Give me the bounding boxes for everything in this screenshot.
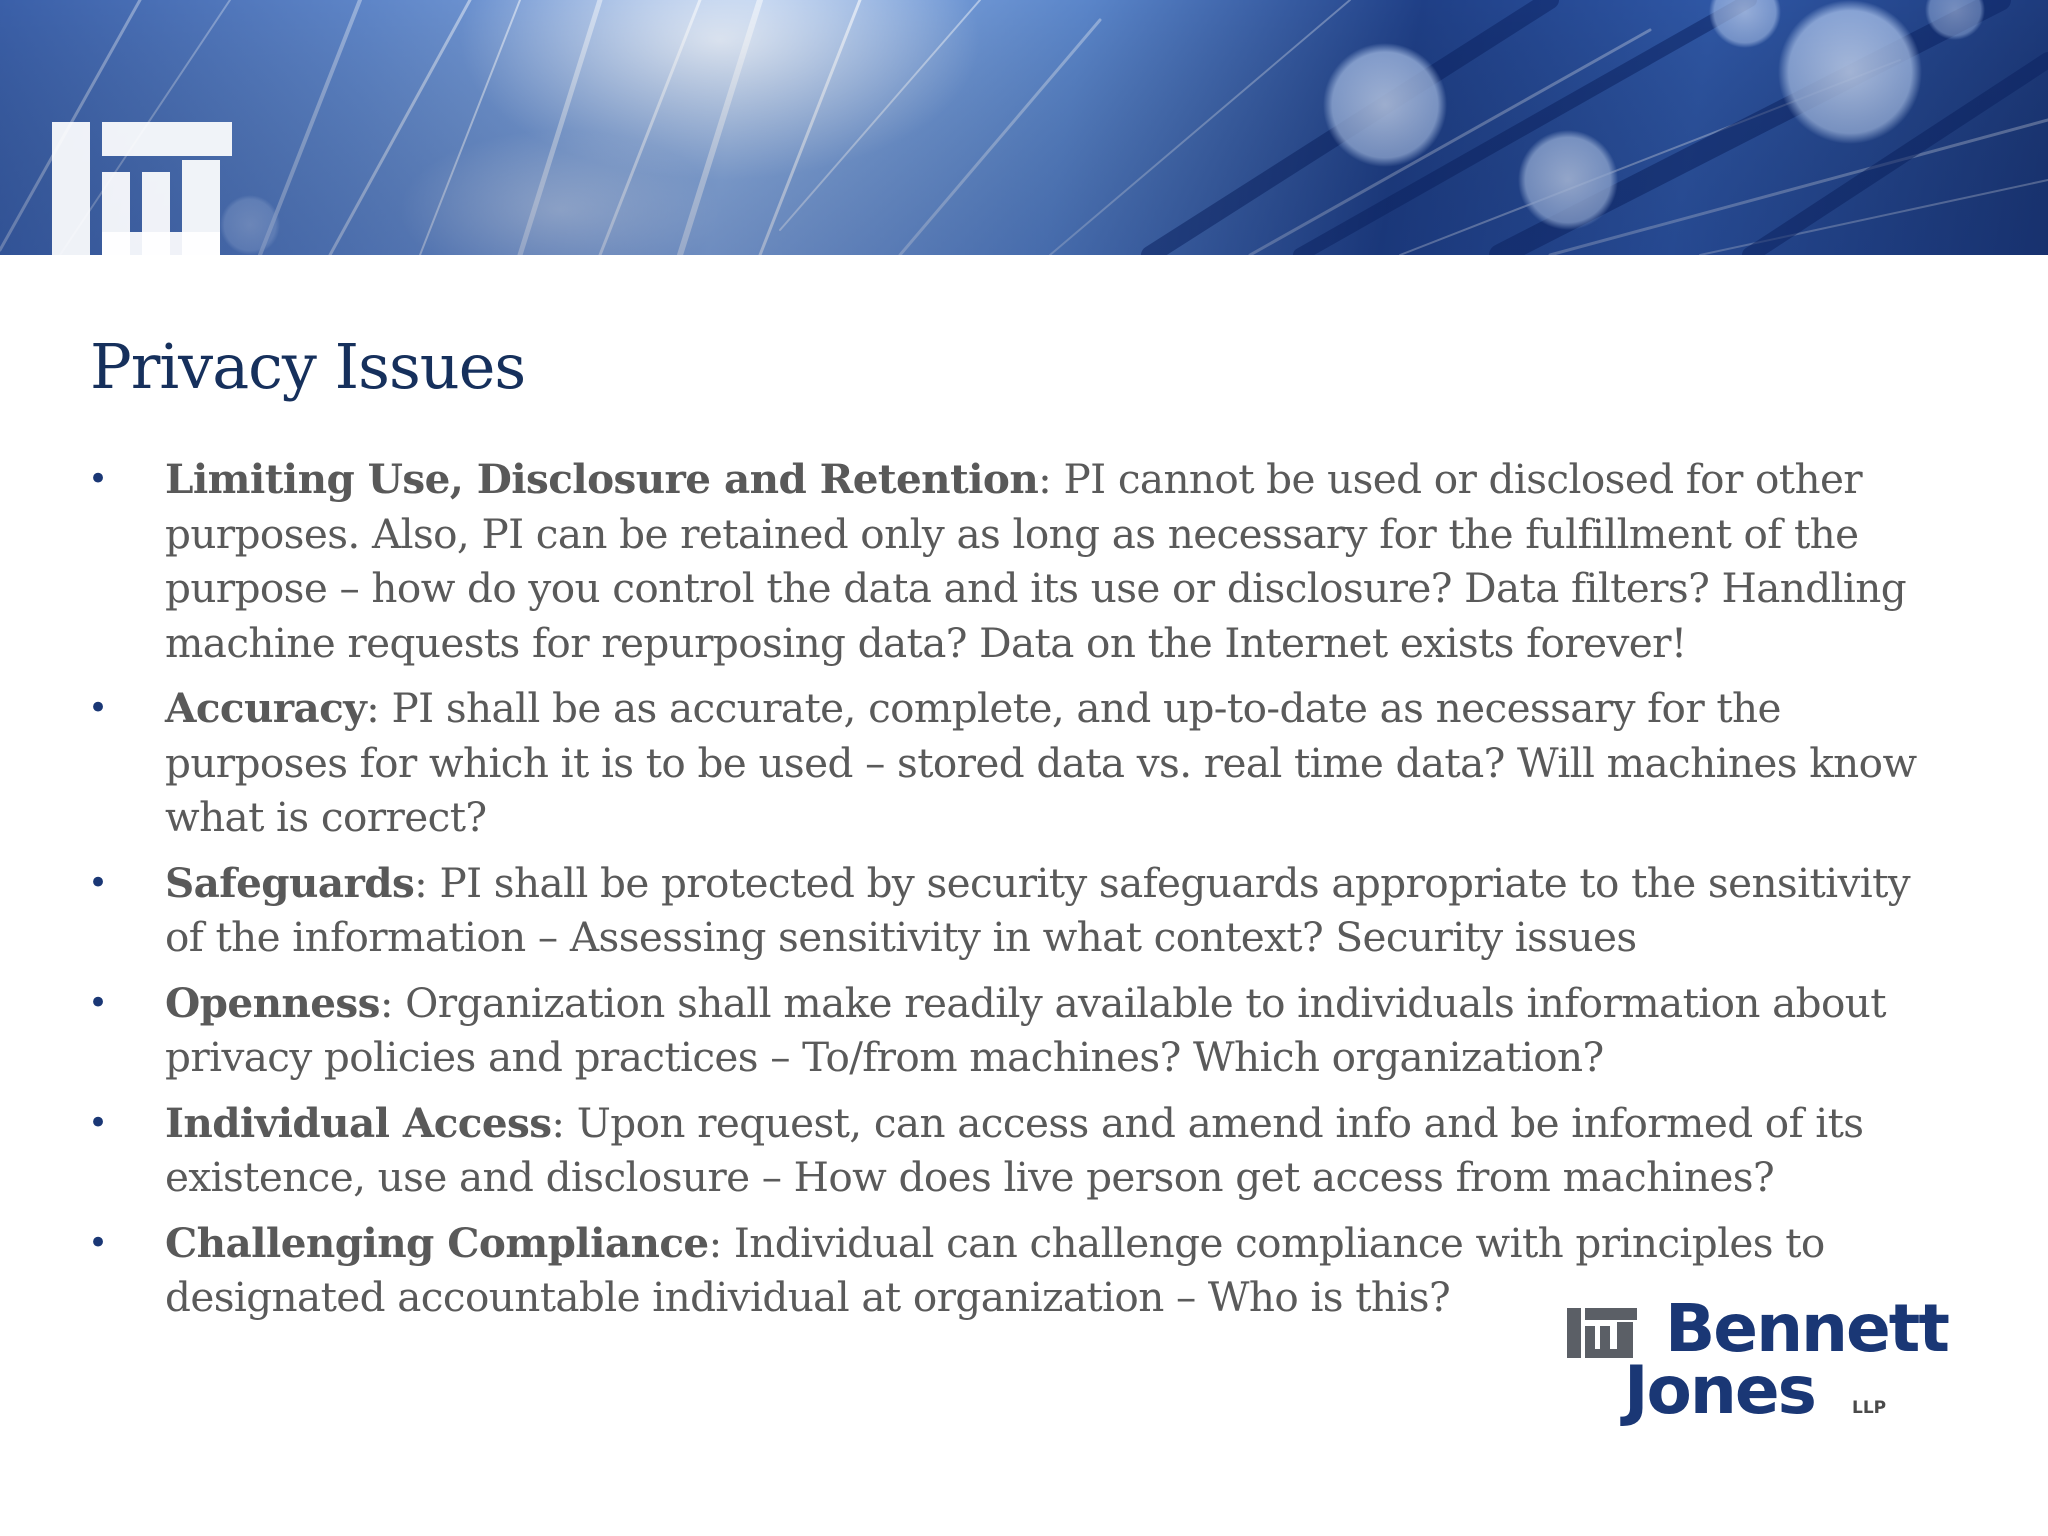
bullet-item-openness xyxy=(80,976,1960,1085)
bullet-text: : Organization shall make readily available to individuals information about privacy policies and practices – To/from machines? Which organization? xyxy=(165,978,1886,1081)
bullet-glyph: • xyxy=(88,688,108,728)
bennett-jones-mark-icon xyxy=(1565,1308,1665,1358)
bullet-term: Challenging Compliance xyxy=(165,1218,709,1267)
bullet-text: : PI shall be protected by security safeguards appropriate to the sensitivity of the information – Assessing sensitivity in what context? Security issues xyxy=(165,858,1911,961)
fiber-optic-banner-image xyxy=(0,0,2048,255)
logo-word-bennett: Bennett xyxy=(1665,1290,1948,1367)
slide-title: Privacy Issues xyxy=(90,330,526,403)
bullet-item-safeguards xyxy=(80,856,1960,965)
bullet-item-individual-access xyxy=(80,1096,1960,1205)
logo-suffix-llp: LLP xyxy=(1852,1398,1887,1418)
bullet-glyph: • xyxy=(88,459,108,499)
bullet-glyph: • xyxy=(88,1102,108,1143)
bennett-jones-mark-icon xyxy=(52,122,232,255)
bennett-jones-logo xyxy=(1565,1290,1965,1440)
bullet-glyph: • xyxy=(88,862,108,903)
bullet-text: : PI cannot be used or disclosed for other purposes. Also, PI can be retained only as long as necessary for the fulfillment of the purpose – how do you control the data and its use or disclosure? Data filters? Handling machine requests for repurposing data? Data on the Internet exists forever! xyxy=(165,455,1907,667)
bullet-term: Individual Access xyxy=(165,1098,552,1147)
bullet-term: Safeguards xyxy=(165,858,415,907)
bullet-text: : Individual can challenge compliance with principles to designated accountable individual at organization – Who is this? xyxy=(165,1218,1825,1321)
header-banner xyxy=(0,0,2048,255)
bullet-item-limiting-use xyxy=(80,452,1960,670)
bullet-glyph: • xyxy=(88,982,108,1023)
bullet-text: : PI shall be as accurate, complete, and up-to-date as necessary for the purposes for which it is to be used – stored data vs. real time data? Will machines know what is correct? xyxy=(165,684,1917,841)
logo-word-jones: Jones xyxy=(1624,1352,1815,1429)
bullet-term: Accuracy xyxy=(165,684,367,732)
bullet-term: Limiting Use, Disclosure and Retention xyxy=(165,455,1039,503)
bullet-glyph: • xyxy=(88,1222,108,1263)
bullet-text: : Upon request, can access and amend info and be informed of its existence, use and disclosure – How does live person get access from machines? xyxy=(165,1098,1864,1201)
bullet-list xyxy=(80,452,1960,1336)
bullet-term: Openness xyxy=(165,978,380,1027)
bullet-item-accuracy xyxy=(80,681,1960,845)
